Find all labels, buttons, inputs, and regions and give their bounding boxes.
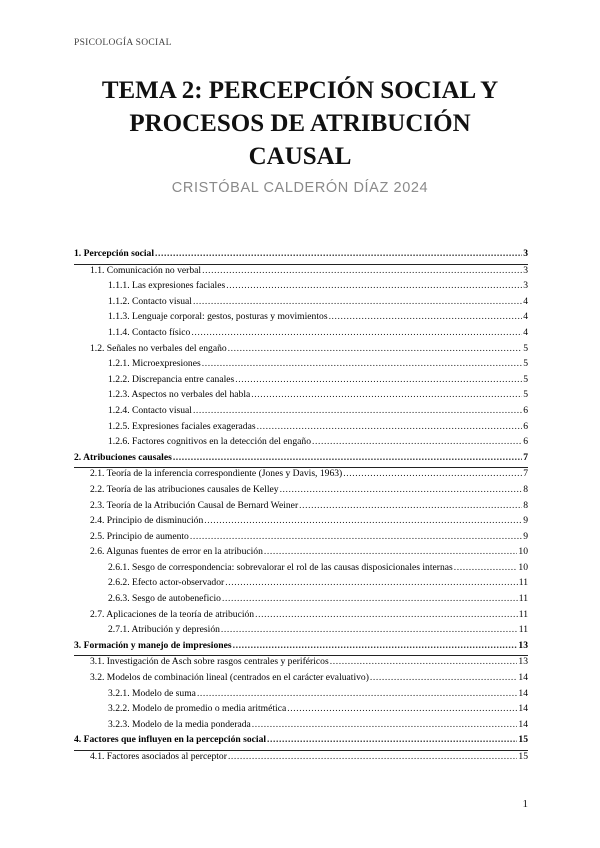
toc-leader-dots: [257, 421, 523, 432]
toc-entry[interactable]: [74, 672, 528, 688]
document-title: [60, 74, 540, 173]
toc-entry[interactable]: [74, 688, 528, 704]
toc-entry-page: 3: [523, 248, 528, 259]
toc-entry-label: 2.6. Algunas fuentes de error en la atribución: [90, 546, 263, 558]
toc-entry-label: 3.1. Investigación de Asch sobre rasgos centrales y periféricos: [90, 656, 329, 668]
author-line: CRISTÓBAL CALDERÓN DÍAZ 2024: [171, 180, 429, 196]
table-of-contents: [74, 248, 528, 767]
toc-entry-page: 7: [523, 468, 528, 480]
toc-entry-label: 2.7.1. Atribución y depresión: [108, 624, 220, 636]
toc-entry-page: 9: [523, 530, 528, 542]
toc-entry-page: 15: [518, 751, 528, 762]
toc-entry-label: 1. Percepción social: [74, 248, 155, 259]
toc-entry-label: 3.2. Modelos de combinación lineal (centrados en el carácter evaluativo): [90, 672, 369, 684]
toc-entry-page: 5: [523, 373, 528, 385]
toc-entry-page: 11: [518, 593, 528, 605]
toc-entry-label: 3.2.2. Modelo de promedio o media aritmética: [108, 703, 287, 715]
toc-entry-page: 7: [523, 451, 528, 463]
toc-entry-page: 3: [523, 280, 528, 292]
toc-entry-page: 6: [523, 420, 528, 432]
toc-entry[interactable]: [74, 280, 528, 296]
toc-entry[interactable]: [74, 577, 528, 593]
title-line-1: TEMA 2: PERCEPCIÓN SOCIAL Y: [101, 77, 499, 104]
toc-leader-dots: [228, 343, 523, 354]
toc-entry-page: 8: [523, 499, 528, 511]
toc-leader-dots: [312, 436, 522, 447]
toc-entry-page: 9: [523, 515, 528, 527]
toc-entry[interactable]: [74, 562, 528, 578]
toc-entry-page: 11: [518, 624, 528, 636]
toc-entry-page: 8: [523, 483, 528, 495]
toc-entry-label: 3.2.3. Modelo de la media ponderada: [108, 718, 251, 730]
toc-entry[interactable]: [74, 656, 528, 672]
toc-entry-page: 6: [523, 436, 528, 448]
toc-leader-dots: [190, 531, 522, 542]
toc-entry[interactable]: [74, 327, 528, 343]
toc-entry-label: 1.2.6. Factores cognitivos en la detección del engaño: [108, 436, 312, 448]
toc-entry-label: 2.5. Principio de aumento: [90, 530, 189, 542]
toc-leader-dots: [221, 624, 518, 635]
toc-leader-dots: [155, 248, 522, 259]
toc-entry[interactable]: [74, 452, 528, 469]
toc-entry-page: 10: [518, 546, 528, 558]
toc-leader-dots: [233, 640, 518, 651]
toc-leader-dots: [255, 609, 518, 620]
toc-entry-page: 10: [518, 561, 528, 573]
toc-entry-label: 1.2. Señales no verbales del engaño: [90, 342, 227, 354]
toc-entry-label: 2. Atribuciones causales: [74, 451, 172, 463]
toc-entry[interactable]: [74, 265, 528, 281]
toc-leader-dots: [299, 500, 522, 511]
toc-entry[interactable]: [74, 374, 528, 390]
toc-entry-label: 2.6.2. Efecto actor-observador: [108, 577, 225, 589]
toc-leader-dots: [197, 688, 517, 699]
toc-entry-page: 14: [518, 687, 528, 699]
toc-entry[interactable]: [74, 484, 528, 500]
toc-entry-page: 4: [523, 295, 528, 307]
toc-entry-label: 1.1.4. Contacto físico: [108, 326, 191, 338]
toc-leader-dots: [202, 265, 522, 276]
toc-entry-page: 6: [523, 404, 528, 416]
toc-entry[interactable]: [74, 546, 528, 562]
toc-entry[interactable]: [74, 358, 528, 374]
toc-entry[interactable]: [74, 468, 528, 484]
toc-entry-label: 2.7. Aplicaciones de la teoría de atribución: [90, 608, 255, 620]
toc-entry-page: 14: [518, 718, 528, 730]
toc-entry-label: 1.1.3. Lenguaje corporal: gestos, posturas y movimientos: [108, 311, 328, 323]
toc-entry-label: 1.2.3. Aspectos no verbales del habla: [108, 389, 251, 401]
toc-entry-label: 2.6.3. Sesgo de autobeneficio: [108, 593, 221, 605]
toc-leader-dots: [287, 703, 517, 714]
toc-entry-label: 4.1. Factores asociados al perceptor: [90, 751, 227, 762]
toc-leader-dots: [267, 734, 517, 745]
toc-entry-page: 13: [518, 639, 528, 651]
toc-entry-page: 11: [518, 577, 528, 589]
title-line-2: PROCESOS DE ATRIBUCIÓN: [129, 110, 471, 137]
toc-entry[interactable]: [74, 751, 528, 767]
toc-leader-dots: [343, 468, 522, 479]
toc-entry-label: 2.4. Principio de disminución: [90, 515, 204, 527]
toc-entry-page: 13: [518, 656, 528, 668]
toc-entry-label: 3. Formación y manejo de impresiones: [74, 639, 232, 651]
toc-leader-dots: [204, 515, 522, 526]
toc-leader-dots: [235, 374, 522, 385]
toc-leader-dots: [330, 656, 518, 667]
toc-entry-label: 2.1. Teoría de la inferencia correspondiente (Jones y Davis, 1963): [90, 468, 343, 480]
toc-leader-dots: [222, 593, 518, 604]
toc-leader-dots: [454, 562, 518, 573]
toc-entry[interactable]: [74, 531, 528, 547]
toc-entry[interactable]: [74, 405, 528, 421]
toc-entry-page: 4: [523, 326, 528, 338]
toc-entry[interactable]: [74, 296, 528, 312]
toc-leader-dots: [173, 452, 522, 463]
toc-entry[interactable]: [74, 515, 528, 531]
toc-leader-dots: [329, 311, 523, 322]
toc-entry-page: 4: [523, 311, 528, 323]
toc-entry[interactable]: [74, 734, 528, 751]
toc-leader-dots: [280, 484, 523, 495]
toc-entry-page: 3: [523, 264, 528, 276]
toc-entry-label: 2.3. Teoría de la Atribución Causal de Bernard Weiner: [90, 499, 299, 511]
toc-entry[interactable]: [74, 703, 528, 719]
toc-entry[interactable]: [74, 500, 528, 516]
toc-entry-label: 1.2.2. Discrepancia entre canales: [108, 373, 235, 385]
toc-leader-dots: [225, 577, 518, 588]
toc-leader-dots: [202, 358, 522, 369]
toc-entry-label: 1.1.1. Las expresiones faciales: [108, 280, 226, 292]
toc-entry[interactable]: [74, 593, 528, 609]
toc-leader-dots: [193, 405, 522, 416]
toc-leader-dots: [228, 751, 517, 762]
toc-entry-label: 2.6.1. Sesgo de correspondencia: sobrevalorar el rol de las causas disposicionales internas: [108, 561, 453, 573]
toc-entry-label: 1.2.5. Expresiones faciales exageradas: [108, 420, 256, 432]
toc-leader-dots: [252, 719, 518, 730]
toc-leader-dots: [264, 546, 518, 557]
toc-entry[interactable]: [74, 719, 528, 735]
toc-entry[interactable]: [74, 311, 528, 327]
toc-entry[interactable]: [74, 640, 528, 657]
title-line-3: CAUSAL: [248, 143, 352, 170]
toc-leader-dots: [191, 327, 522, 338]
toc-entry-page: 5: [523, 342, 528, 354]
toc-entry-page: 14: [518, 672, 528, 684]
toc-entry-label: 3.2.1. Modelo de suma: [108, 687, 196, 699]
toc-leader-dots: [226, 280, 522, 291]
toc-entry[interactable]: [74, 248, 528, 265]
toc-entry[interactable]: [74, 421, 528, 437]
toc-leader-dots: [193, 296, 522, 307]
toc-entry-page: 5: [523, 389, 528, 401]
toc-entry-label: 4. Factores que influyen en la percepción social: [74, 734, 267, 746]
toc-entry-label: 1.1.2. Contacto visual: [108, 295, 192, 307]
running-header: PSICOLOGÍA SOCIAL: [74, 38, 172, 48]
toc-entry[interactable]: [74, 624, 528, 640]
toc-entry-label: 1.2.4. Contacto visual: [108, 404, 192, 416]
toc-entry-label: 2.2. Teoría de las atribuciones causales de Kelley: [90, 483, 279, 495]
toc-entry[interactable]: [74, 609, 528, 625]
page-number: 1: [522, 798, 528, 810]
toc-entry-label: 1.1. Comunicación no verbal: [90, 264, 202, 276]
toc-entry-page: 14: [518, 703, 528, 715]
toc-entry-page: 5: [523, 358, 528, 370]
toc-leader-dots: [251, 389, 522, 400]
toc-leader-dots: [370, 672, 518, 683]
toc-entry[interactable]: [74, 343, 528, 359]
toc-entry-page: 15: [518, 734, 528, 746]
toc-entry[interactable]: [74, 389, 528, 405]
toc-entry-label: 1.2.1. Microexpresiones: [108, 358, 201, 370]
toc-entry-page: 11: [518, 608, 528, 620]
toc-entry[interactable]: [74, 436, 528, 452]
